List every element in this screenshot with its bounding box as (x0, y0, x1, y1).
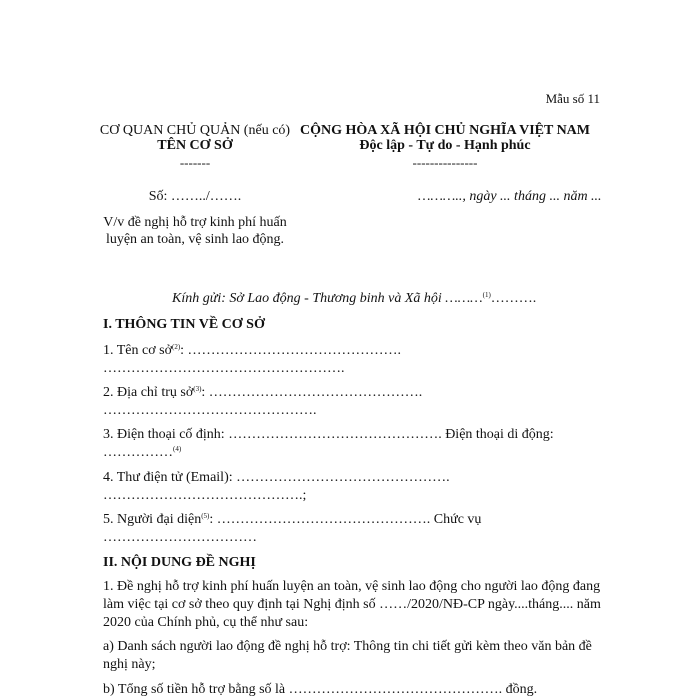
request-item-1-line-3: 2020 của Chính phủ, cụ thể như sau: (103, 615, 309, 630)
representative-field-cont: …………………………… (103, 530, 257, 545)
request-item-a-line-1: a) Danh sách người lao động đề nghị hỗ trợ: Thông tin chi tiết gửi kèm theo văn bản đề (103, 639, 592, 654)
section-1-heading: I. THÔNG TIN VỀ CƠ SỞ (103, 317, 265, 332)
address-field-cont: ………………………………………. (103, 403, 317, 418)
recipient-tail: ………. (490, 291, 537, 306)
email-field: 4. Thư điện tử (Email): ………………………………………. (103, 470, 450, 485)
request-item-1-line-1: 1. Đề nghị hỗ trợ kinh phí huấn luyện an toàn, vệ sinh lao động cho người lao động đang (103, 579, 601, 594)
governing-agency: CƠ QUAN CHỦ QUẢN (nếu có) (99, 123, 291, 138)
left-header-divider: ------- (179, 155, 211, 170)
facility-name-header: TÊN CƠ SỞ (157, 138, 233, 153)
subject-line-2: luyện an toàn, vệ sinh lao động. (105, 232, 285, 247)
section-2-heading: II. NỘI DUNG ĐỀ NGHỊ (103, 555, 256, 570)
request-item-1-line-2: làm việc tại cơ sở theo quy định tại Nghị định số ……/2020/NĐ-CP ngày....tháng.... năm (103, 597, 601, 612)
footnote-5: (5) (201, 512, 210, 520)
document-number: Số: ……../……. (148, 189, 242, 204)
footnote-3: (3) (193, 385, 202, 393)
date-line: ……….., ngày ... tháng ... năm ... (418, 189, 602, 204)
email-field-cont: …………………………………….; (103, 488, 307, 503)
footnote-4: (4) (173, 445, 182, 453)
recipient-line (172, 292, 536, 306)
phone-field-cont: ……………$^{(4)}$ (103, 445, 182, 460)
facility-name-field-cont: ……………………………………………. (103, 361, 345, 376)
request-item-a-line-2: nghị này; (103, 657, 156, 672)
representative-field: 5. Người đại diện$^{(5)}$: ………………………………………. Chức vụ (103, 512, 482, 527)
request-item-b: b) Tổng số tiền hỗ trợ bằng số là ………………………………………. đồng. (103, 682, 538, 697)
address-field: 2. Địa chỉ trụ sở$^{(3)}$: ………………………………………. (103, 385, 423, 400)
phone-field: 3. Điện thoại cố định: ………………………………………. Điện thoại di động: (103, 427, 554, 442)
national-motto: Độc lập - Tự do - Hạnh phúc (359, 138, 531, 153)
right-header-divider: --------------- (412, 155, 478, 170)
national-title: CỘNG HÒA XÃ HỘI CHỦ NGHĨA VIỆT NAM (299, 123, 590, 138)
footnote-2: (2) (171, 343, 181, 351)
subject-line-1: V/v đề nghị hỗ trợ kinh phí huấn (103, 215, 287, 230)
recipient-text: Kính gửi: Sở Lao động - Thương binh và Xã hội ……… (172, 291, 483, 306)
facility-name-field: 1. Tên cơ sở$^{(2)}$: ………………………………………. (103, 343, 402, 358)
footnote-1: (1) (482, 291, 491, 299)
form-code: Mẫu số 11 (545, 91, 600, 106)
